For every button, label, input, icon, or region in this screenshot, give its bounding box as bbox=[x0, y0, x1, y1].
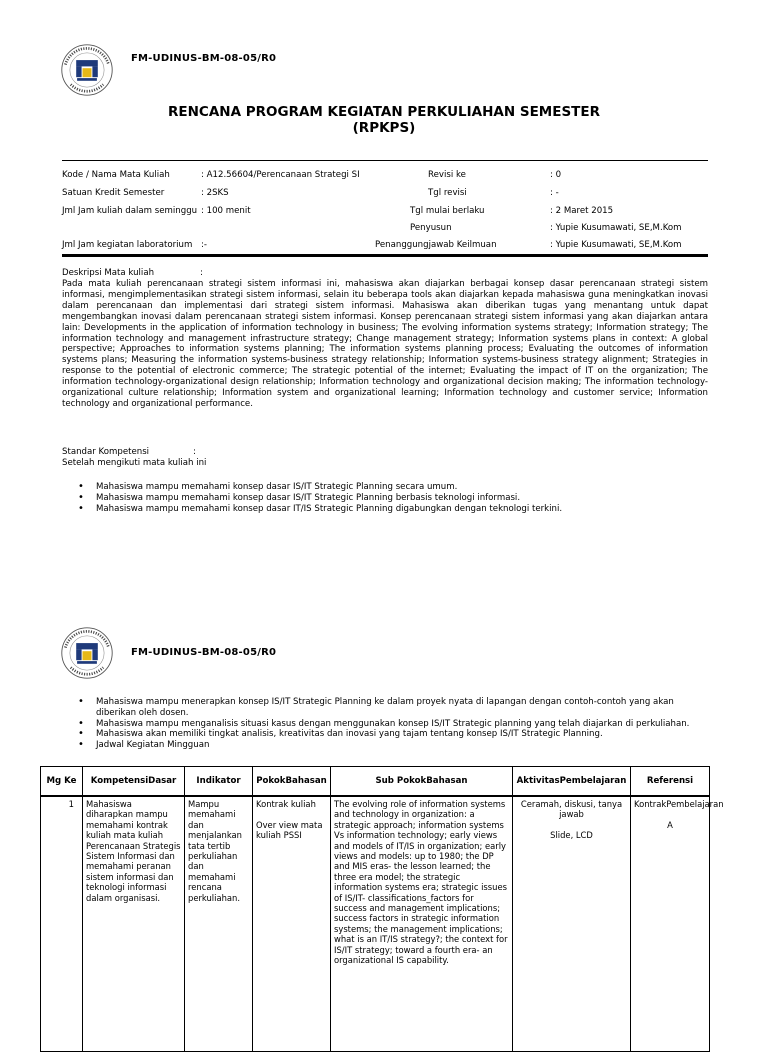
column-header-competency: KompetensiDasar bbox=[83, 767, 185, 797]
university-logo bbox=[60, 43, 114, 97]
subtopic-cell: The evolving role of information systems and technology in organization: a strategic approach; information systems Vs information technology; early views and models of IT/IS in organization; early views and models: up to 1980; the DP and MIS eras- the lesson learned; the three era model; the strategic information systems era; strategic issues of IS/IT- classifications_factors for success and management implications; success factors in strategic information systems; the management implications; what is an IT/IS strategy?; the context for IS/IT strategy; toward a fourth era- an organizational IS capability. bbox=[331, 796, 513, 1052]
weekly-hours-value: : 100 menit bbox=[201, 206, 251, 216]
list-item: • Mahasiswa mampu memahami konsep dasar IS/IT Strategic Planning berbasis teknologi informasi. bbox=[76, 493, 706, 504]
course-code-label: Kode / Nama Mata Kuliah bbox=[62, 170, 170, 180]
page2-list bbox=[76, 697, 708, 751]
description-label: Deskripsi Mata kuliah bbox=[62, 268, 155, 278]
author-value: : Yupie Kusumawati, SE,M.Kom bbox=[550, 223, 682, 233]
list-item: • Mahasiswa akan memiliki tingkat analisis, kreativitas dan inovasi yang tajam tentang konsep IS/IT Strategic Planning. bbox=[76, 729, 708, 740]
topic-cell: Kontrak kuliah Over view mata kuliah PSSI bbox=[253, 796, 331, 1052]
university-logo-page2 bbox=[60, 626, 114, 680]
column-header-topic: PokokBahasan bbox=[253, 767, 331, 797]
table-header-row bbox=[41, 767, 710, 797]
list-item: • Mahasiswa mampu menerapkan konsep IS/IT Strategic Planning ke dalam proyek nyata di lapangan dengan contoh-contoh yang akan diberikan oleh dosen. bbox=[76, 697, 708, 719]
column-header-reference: Referensi bbox=[631, 767, 710, 797]
responsible-label: Penanggungjawab Keilmuan bbox=[375, 240, 497, 250]
lab-hours-value: :- bbox=[201, 240, 207, 250]
revision-label: Revisi ke bbox=[428, 170, 466, 180]
indicator-cell: Mampu memahami dan menjalankan tata tertib perkuliahan dan memahami rencana perkuliahan. bbox=[185, 796, 253, 1052]
list-item: • Jadwal Kegiatan Mingguan bbox=[76, 740, 708, 751]
author-label: Penyusun bbox=[410, 223, 452, 233]
column-header-subtopic: Sub PokokBahasan bbox=[331, 767, 513, 797]
lab-hours-label: Jml Jam kegiatan laboratorium bbox=[62, 240, 193, 250]
activity-cell: Ceramah, diskusi, tanya jawab Slide, LCD bbox=[513, 796, 631, 1052]
weekly-schedule-table bbox=[40, 766, 724, 1052]
revision-value: : 0 bbox=[550, 170, 562, 180]
form-code: FM-UDINUS-BM-08-05/R0 bbox=[131, 53, 277, 64]
column-header-week: Mg Ke bbox=[41, 767, 83, 797]
description-text: Pada mata kuliah perencanaan strategi sistem informasi ini, mahasiswa akan diajarkan berbagai konsep dasar perencanaan strategi sistem informasi, mengimplementasikan strategi sistem informasi, selain itu beberapa tools akan diajarkan kepada mahasiswa guna meningkatkan inovasi dalam perencanaan dan implementasi dari strategi sistem informasi. Mahasiswa akan diberikan tugas yang menantang untuk dapat mengembangkan inovasi dalam perencanaan strategi sistem informasi. Konsep perencanaan strategi sistem informasi yang akan diajarkan antara lain: Developments in the application of information technology in business; The evolving information systems strategy; Information strategy; The information technology and management infrastructure strategy; Change management strategy; Information systems plans in context: A global perspective; Approaches to information systems planning; The information systems planning process; Evaluating the outcomes of information systems plans; Measuring the information systems-business strategy relationship; Information systems-business strategy alignment; Strategies in response to the potential of electronic commerce; The strategic potential of the internet; Evaluating the impact of IT on the organization; The information technology-organizational design relationship; Information technology and organizational decision making; The information technology-organizational culture relationship; Information system and organizational learning; Information technology and customer service; Information technology and organizational performance. bbox=[62, 279, 708, 409]
column-header-activity: AktivitasPembelajaran bbox=[513, 767, 631, 797]
list-item: • Mahasiswa mampu menganalisis situasi kasus dengan menggunakan konsep IS/IT Strategic planning yang telah diajarkan di perkuliahan. bbox=[76, 719, 708, 730]
column-header-indicator: Indikator bbox=[185, 767, 253, 797]
reference-cell: KontrakPembelajaran A bbox=[631, 796, 710, 1052]
list-item: • Mahasiswa mampu memahami konsep dasar IT/IS Strategic Planning digabungkan dengan teknologi terkini. bbox=[76, 504, 706, 515]
weekly-hours-label: Jml Jam kuliah dalam seminggu bbox=[62, 206, 198, 216]
table-row bbox=[41, 796, 710, 1052]
document-subtitle: (RPKPS) bbox=[352, 120, 416, 136]
info-top-rule bbox=[62, 160, 708, 161]
list-item: • Mahasiswa mampu memahami konsep dasar IS/IT Strategic Planning secara umum. bbox=[76, 482, 706, 493]
info-bottom-rule bbox=[62, 254, 708, 257]
form-code-page2: FM-UDINUS-BM-08-05/R0 bbox=[131, 647, 277, 658]
competency-list bbox=[76, 482, 706, 514]
revision-date-label: Tgl revisi bbox=[428, 188, 467, 198]
revision-date-value: : - bbox=[550, 188, 559, 198]
competency-cell: Mahasiswa diharapkan mampu memahami kontrak kuliah mata kuliah Perencanaan Strategis Sistem Informasi dan memahami peranan sistem informasi dan teknologi informasi dalam organisasi. bbox=[83, 796, 185, 1052]
competency-intro: Setelah mengikuti mata kuliah ini bbox=[62, 458, 207, 468]
effective-date-value: : 2 Maret 2015 bbox=[550, 206, 614, 216]
credit-value: : 2SKS bbox=[201, 188, 229, 198]
responsible-value: : Yupie Kusumawati, SE,M.Kom bbox=[550, 240, 682, 250]
document-title: RENCANA PROGRAM KEGIATAN PERKULIAHAN SEMESTER bbox=[168, 104, 600, 120]
competency-label: Standar Kompetensi bbox=[62, 447, 150, 457]
effective-date-label: Tgl mulai berlaku bbox=[410, 206, 485, 216]
course-code-value: : A12.56604/Perencanaan Strategi SI bbox=[201, 170, 360, 180]
description-colon: : bbox=[200, 268, 203, 278]
competency-colon: : bbox=[193, 447, 196, 457]
credit-label: Satuan Kredit Semester bbox=[62, 188, 165, 198]
week-cell: 1 bbox=[41, 796, 83, 1052]
